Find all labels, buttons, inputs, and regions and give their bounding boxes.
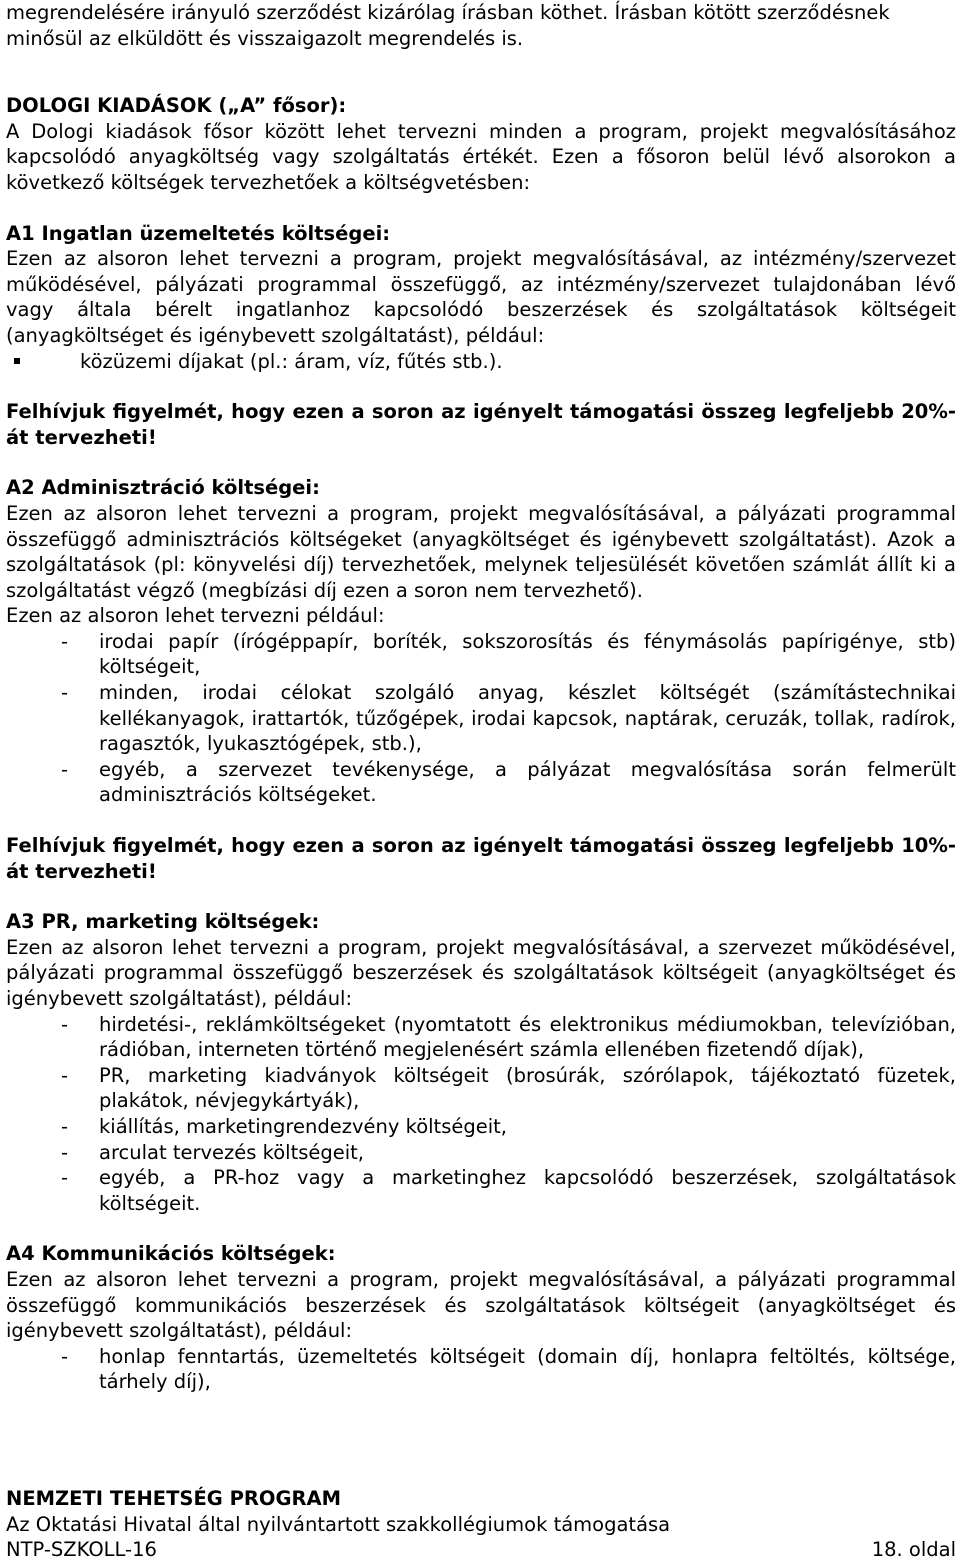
intro-line-1: megrendelésére irányuló szerződést kizárólag írásban köthet. Írásban kötött szerződésnek xyxy=(6,1,890,24)
a1-body: Ezen az alsoron lehet tervezni a program, projekt megvalósításával, az intézmény/szervezet működésével, pályázati programmal összefüggő, az intézmény/szervezet tulajdonában lévő vagy általa bérelt ingatlanhoz kapcsolódó beszerzések és szolgáltatások költségeit (anyagköltséget és igénybevett szolgáltatást), például: xyxy=(6,247,956,347)
a1-heading: A1 Ingatlan üzemeltetés költségei: xyxy=(6,221,391,245)
a3-body: Ezen az alsoron lehet tervezni a program, projekt megvalósításával, a szervezet működésével, pályázati programmal összefüggő beszerzések és szolgáltatások költségeit (anyagköltséget és igénybevett szolgáltatást), például: xyxy=(6,935,956,1010)
a2-heading: A2 Adminisztráció költségei: xyxy=(6,476,320,500)
list-item: - minden, irodai célokat szolgáló anyag, készlet költségét (számítástechnikai kellékanyagok, irattartók, tűzőgépek, irodai kapcsok, naptárak, ceruzák, tollak, radírok, ragasztók, lyukasztógépek, stb.), xyxy=(99,680,956,757)
a1-list xyxy=(6,349,956,375)
footer-subtitle: Az Oktatási Hivatal által nyilvántartott szakkollégiumok támogatása xyxy=(6,1512,671,1536)
list-item: - arculat tervezés költségeit, xyxy=(99,1140,956,1166)
page-number: 18. oldal xyxy=(871,1538,956,1562)
list-item: - PR, marketing kiadványok költségeit (brosúrák, szórólapok, tájékoztató füzetek, plakátok, névjegykártyák), xyxy=(99,1063,956,1114)
list-item: közüzemi díjakat (pl.: áram, víz, fűtés stb.). xyxy=(80,349,956,375)
a3-list xyxy=(6,1012,956,1217)
list-item: - kiállítás, marketingrendezvény költségeit, xyxy=(99,1114,956,1140)
a4-body: Ezen az alsoron lehet tervezni a program, projekt megvalósításával, a pályázati programmal összefüggő kommunikációs beszerzések és szolgáltatások költségeit (anyagköltséget és igénybevett szolgáltatást), például: xyxy=(6,1267,956,1343)
list-item: - honlap fenntartás, üzemeltetés költségeit (domain díj, honlapra feltöltés, költsége, tárhely díj), xyxy=(99,1344,956,1395)
a2-list xyxy=(6,629,956,808)
list-item: - irodai papír (írógéppapír, boríték, sokszorosítás és fénymásolás papírigénye, stb) költségeit, xyxy=(99,629,956,680)
a2-note: Felhívjuk figyelmét, hogy ezen a soron az igényelt támogatási összeg legfeljebb 10%-át tervezheti! xyxy=(6,834,956,883)
dologi-body: A Dologi kiadások fősor között lehet tervezni minden a program, projekt megvalósításához kapcsolódó anyagköltség vagy szolgáltatás értékét. Ezen a fősoron belül lévő alsorokon a következő költségek tervezhetőek a költségvetésben: xyxy=(6,119,956,194)
a4-list xyxy=(6,1344,956,1395)
list-item: - hirdetési-, reklámköltségeket (nyomtatott és elektronikus médiumokban, televízióban, rádióban, interneten történő megjelenésért számla ellenében fizetendő díjak), xyxy=(99,1012,956,1063)
a2-intro: Ezen az alsoron lehet tervezni például: xyxy=(6,604,385,628)
a1-note: Felhívjuk figyelmét, hogy ezen a soron az igényelt támogatási összeg legfeljebb 20%-át tervezheti! xyxy=(6,400,956,449)
a3-heading: A3 PR, marketing költségek: xyxy=(6,910,320,934)
footer-program: NEMZETI TEHETSÉG PROGRAM xyxy=(6,1487,341,1510)
dologi-heading: DOLOGI KIADÁSOK („A” fősor): xyxy=(6,94,347,118)
footer-code: NTP-SZKOLL-16 xyxy=(6,1538,157,1562)
a2-body: Ezen az alsoron lehet tervezni a program, projekt megvalósításával, a pályázati programmal összefüggő adminisztrációs költségeket (anyagköltséget és igénybevett szolgáltatást). Azok a szolgáltatások (pl: könyvelési díj) tervezhetőek, melynek teljesülését követően számlát állít ki a szolgáltatást végző (megbízási díj ezen a soron nem tervezhető). xyxy=(6,501,956,602)
list-item: - egyéb, a PR-hoz vagy a marketinghez kapcsolódó beszerzések, szolgáltatások költségeit. xyxy=(99,1165,956,1216)
intro-line-2: minősül az elküldött és visszaigazolt megrendelés is. xyxy=(6,26,524,50)
document-page xyxy=(6,0,956,1395)
list-item: - egyéb, a szervezet tevékenysége, a pályázat megvalósítása során felmerült adminisztrációs költségeket. xyxy=(99,757,956,808)
a4-heading: A4 Kommunikációs költségek: xyxy=(6,1242,336,1266)
page-footer xyxy=(6,1486,956,1563)
